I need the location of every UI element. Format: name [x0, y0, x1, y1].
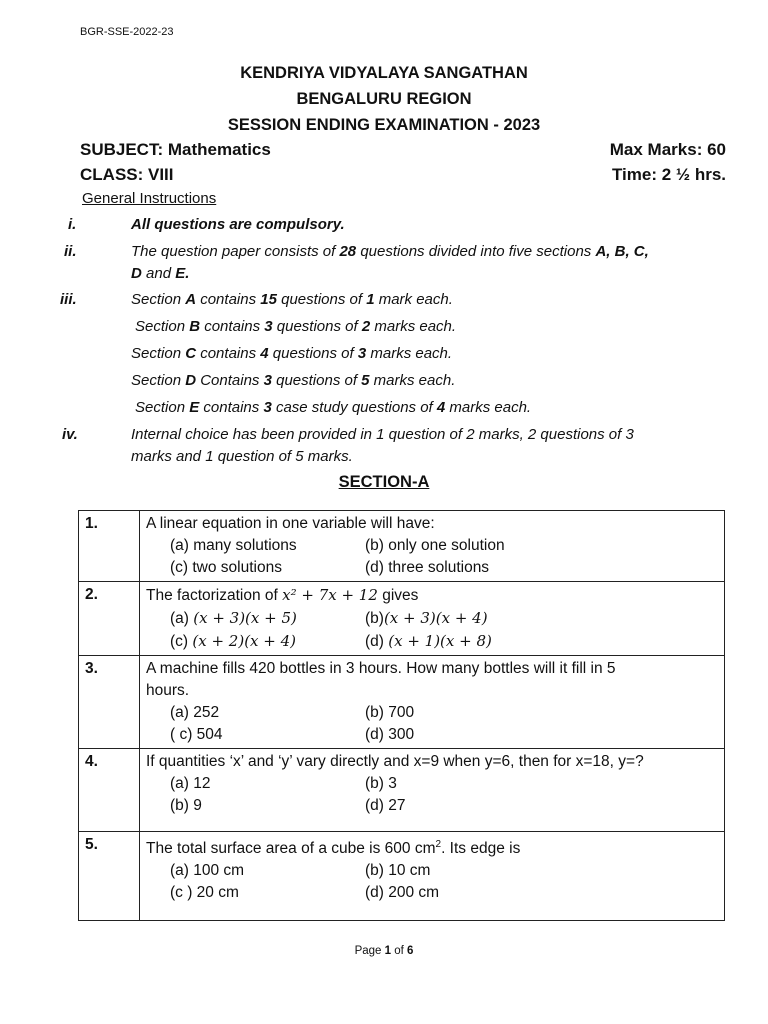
- instruction-number: iii.: [60, 291, 77, 308]
- option-c: (c) two solutions: [170, 559, 282, 576]
- option-c: (c) (x + 2)(x + 4): [170, 632, 297, 650]
- header-region: BENGALURU REGION: [296, 90, 472, 108]
- time-label: Time: 2 ½ hrs.: [611, 165, 726, 184]
- instruction-section-e: Section E contains 3 case study questions of 4 marks each.: [135, 399, 532, 416]
- question-text: If quantities ‘x’ and ‘y’ vary directly and x=9 when y=6, then for x=18, y=?: [146, 753, 644, 770]
- table-row: [79, 832, 725, 921]
- table-row: [79, 582, 725, 656]
- instruction-number: iv.: [62, 426, 78, 443]
- instruction-section-b: Section B contains 3 questions of 2 marks each.: [135, 318, 457, 335]
- class-label: CLASS: VIII: [80, 165, 174, 184]
- header-organization: KENDRIYA VIDYALAYA SANGATHAN: [240, 64, 528, 82]
- question-text: A machine fills 420 bottles in 3 hours. How many bottles will it fill in 5 hours.: [146, 660, 616, 699]
- instruction-section-c: Section C contains 4 questions of 3 marks each.: [131, 345, 453, 362]
- option-d: (d) three solutions: [365, 559, 490, 576]
- option-c: ( c) 504: [170, 726, 223, 743]
- option-b: (b) 10 cm: [365, 862, 431, 880]
- option-a: (a) 12: [170, 775, 211, 792]
- question-number: 4.: [79, 749, 140, 832]
- document-code: BGR-SSE-2022-23: [80, 26, 174, 38]
- option-b: (b)(x + 3)(x + 4): [365, 609, 488, 627]
- table-row: [79, 749, 725, 832]
- instruction-number: i.: [68, 216, 77, 233]
- option-b: (b) only one solution: [365, 537, 505, 554]
- header-exam: SESSION ENDING EXAMINATION - 2023: [227, 116, 541, 134]
- general-instructions-title: General Instructions: [82, 190, 217, 207]
- option-a: (a) 100 cm: [170, 862, 245, 880]
- instruction-number: ii.: [64, 243, 77, 260]
- option-b: (b) 700: [365, 704, 415, 721]
- max-marks-label: Max Marks: 60: [609, 140, 726, 159]
- option-c: (c ) 20 cm: [170, 884, 239, 902]
- question-number: 2.: [79, 582, 140, 656]
- question-5: [140, 832, 725, 921]
- question-text: The factorization of x² + 7x + 12 gives: [146, 586, 419, 604]
- option-d: (d) (x + 1)(x + 8): [365, 632, 492, 650]
- subject-label: SUBJECT: Mathematics: [80, 140, 271, 159]
- question-number: 3.: [79, 656, 140, 749]
- option-d: (d) 300: [365, 726, 415, 743]
- question-1: [140, 511, 725, 582]
- instruction-ii: The question paper consists of 28 questions divided into five sections A, B, C, D and E.: [131, 243, 649, 282]
- option-d: (d) 27: [365, 797, 406, 814]
- table-row: [79, 511, 725, 582]
- question-number: 5.: [79, 832, 140, 921]
- question-number: 1.: [79, 511, 140, 582]
- table-row: [79, 656, 725, 749]
- question-4: [140, 749, 725, 832]
- instruction-section-a: Section A contains 15 questions of 1 mark each.: [131, 291, 453, 308]
- option-a: (a) (x + 3)(x + 5): [170, 609, 297, 627]
- instruction-i: All questions are compulsory.: [131, 216, 345, 233]
- questions-table: [78, 510, 725, 921]
- instruction-iv: Internal choice has been provided in 1 question of 2 marks, 2 questions of 3 marks and 1 question of 5 marks.: [131, 426, 634, 465]
- question-text: The total surface area of a cube is 600 $cm^2$. Its edge is: [146, 839, 521, 858]
- math-expression: x² + 7x + 12: [282, 586, 378, 604]
- option-d: (d) 200 cm: [365, 884, 440, 902]
- option-a: (a) 252: [170, 704, 220, 721]
- instruction-section-d: Section D Contains 3 questions of 5 marks each.: [131, 372, 456, 389]
- question-text: A linear equation in one variable will have:: [146, 515, 435, 532]
- option-b: (b) 3: [365, 775, 397, 792]
- section-a-title: SECTION-A: [338, 473, 430, 491]
- option-c: (b) 9: [170, 797, 202, 814]
- question-2: [140, 582, 725, 656]
- page-number: Page 1 of 6: [354, 945, 414, 957]
- question-3: [140, 656, 725, 749]
- option-a: (a) many solutions: [170, 537, 297, 554]
